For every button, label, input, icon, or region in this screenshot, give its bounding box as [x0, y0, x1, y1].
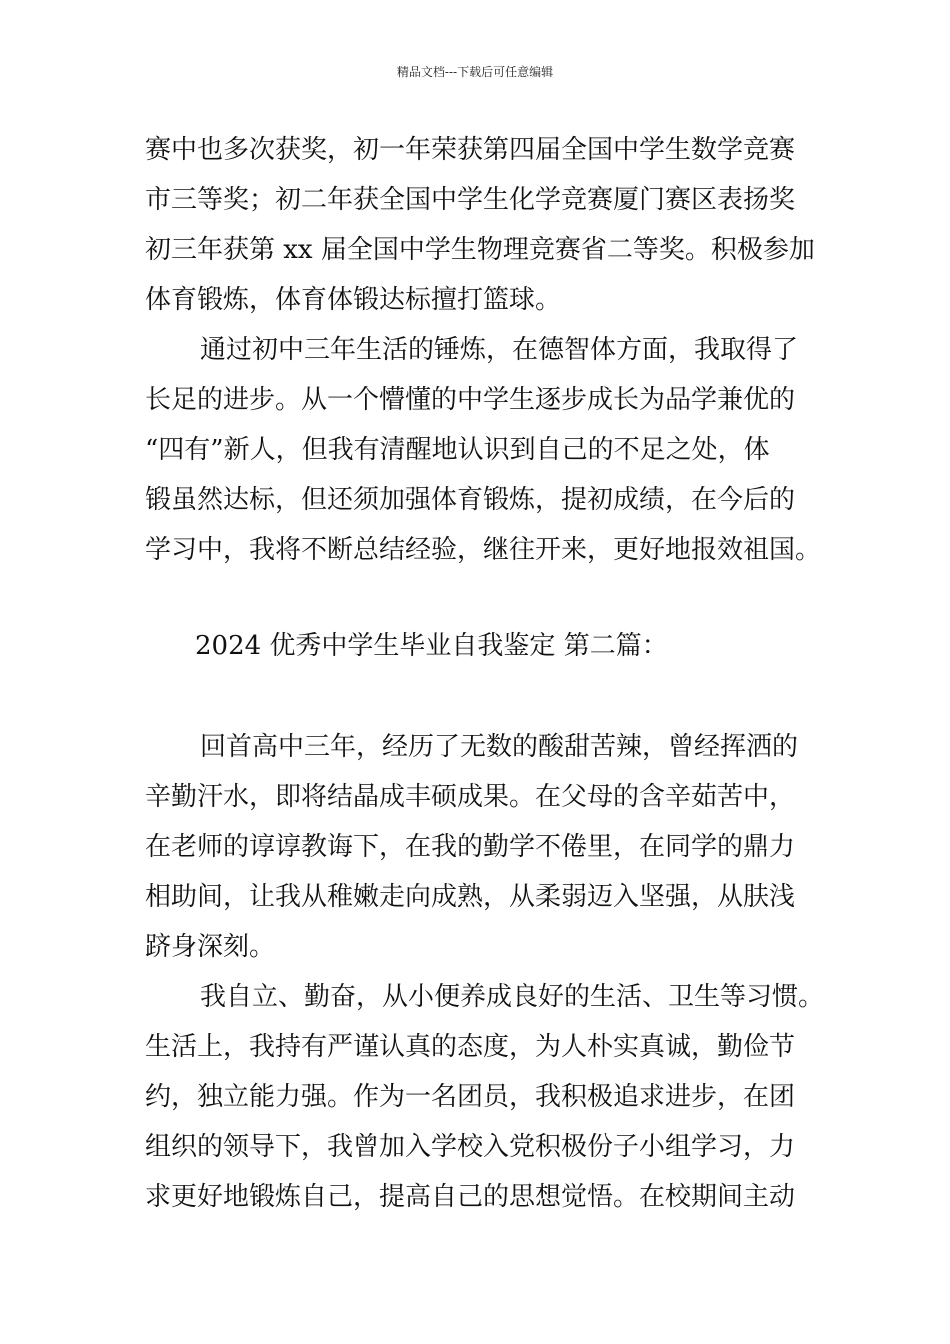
page-header: 精品文档---下载后可任意编辑 — [396, 65, 554, 79]
text-line: “四有”新人，但我有清醒地认识到自己的不足之处，体 — [145, 435, 770, 465]
text-line: 初三年获第 xx 届全国中学生物理竞赛省二等奖。积极参加 — [145, 235, 815, 265]
text-line: 赛中也多次获奖，初一年荣获第四届全国中学生数学竞赛 — [145, 135, 796, 165]
text-line: 生活上，我持有严谨认真的态度，为人朴实真诚，勤俭节 — [145, 1032, 796, 1062]
paragraph-start-line: 我自立、勤奋，从小便养成良好的生活、卫生等习惯。 — [200, 982, 825, 1012]
text-line: 求更好地锻炼自己，提高自己的思想觉悟。在校期间主动 — [145, 1182, 796, 1212]
text-line: 体育锻炼，体育体锻达标擅打篮球。 — [145, 285, 562, 315]
paragraph-start-line: 通过初中三年生活的锤炼，在德智体方面，我取得了 — [200, 335, 799, 365]
section-heading: 2024 优秀中学生毕业自我鉴定 第二篇： — [195, 631, 668, 661]
text-line: 相助间，让我从稚嫩走向成熟，从柔弱迈入坚强，从肤浅 — [145, 882, 796, 912]
paragraph-start-line: 回首高中三年，经历了无数的酸甜苦辣，曾经挥洒的 — [200, 732, 799, 762]
text-line: 锻虽然达标，但还须加强体育锻炼，提初成绩，在今后的 — [145, 485, 796, 515]
text-line: 跻身深刻。 — [145, 932, 276, 962]
text-line: 组织的领导下，我曾加入学校入党积极份子小组学习，力 — [145, 1132, 796, 1162]
text-line: 在老师的谆谆教诲下，在我的勤学不倦里，在同学的鼎力 — [145, 832, 796, 862]
text-line: 约，独立能力强。作为一名团员，我积极追求进步，在团 — [145, 1082, 796, 1112]
text-line: 长足的进步。从一个懵懂的中学生逐步成长为品学兼优的 — [145, 385, 796, 415]
text-line: 辛勤汗水，即将结晶成丰硕成果。在父母的含辛茹苦中， — [145, 782, 796, 812]
text-line: 学习中，我将不断总结经验，继往开来，更好地报效祖国。 — [145, 535, 822, 565]
text-line: 市三等奖；初二年获全国中学生化学竞赛厦门赛区表扬奖 — [145, 185, 796, 215]
